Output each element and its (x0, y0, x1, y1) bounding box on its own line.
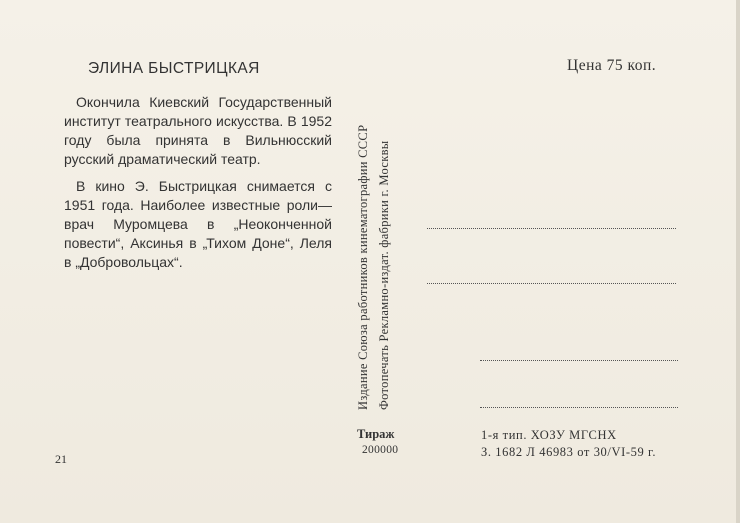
bio-paragraph-2: В кино Э. Быстрицкая снимается с 1951 года. Наиболее известные роли—врач Муромцева в „Неоконченной повести“, Аксинья в „Тихом Доне“, Леля в „Добровольцах“. (64, 178, 332, 270)
card-number: 21 (55, 452, 67, 466)
printer-info (481, 427, 656, 461)
print-run-label: Тираж (357, 427, 395, 441)
bio-paragraph-1: Окончила Киевский Государственный институт театрального искусства. В 1952 году была принята в Вильнюсский русский драматический театр. (64, 94, 332, 167)
printer-line-2: З. 1682 Л 46983 от 30/VI-59 г. (481, 445, 657, 459)
print-run-value: 200000 (362, 444, 399, 456)
address-line-2 (427, 283, 676, 284)
actress-name-title: ЭЛИНА БЫСТРИЦКАЯ (88, 60, 260, 77)
address-line-3 (480, 360, 678, 361)
publisher-line-1: Издание Союза работников кинематографии СССР (356, 124, 370, 410)
printer-line-1: 1-я тип. ХОЗУ МГСНХ (481, 428, 617, 442)
address-line-4 (480, 407, 678, 408)
biography-text (64, 93, 332, 272)
address-line-1 (427, 228, 676, 229)
price-label: Цена 75 коп. (567, 57, 657, 74)
publisher-line-2: Фотопечать Рекламно-издат. фабрики г. Москвы (377, 140, 391, 410)
card-edge (736, 0, 740, 523)
publisher-info (353, 55, 399, 410)
